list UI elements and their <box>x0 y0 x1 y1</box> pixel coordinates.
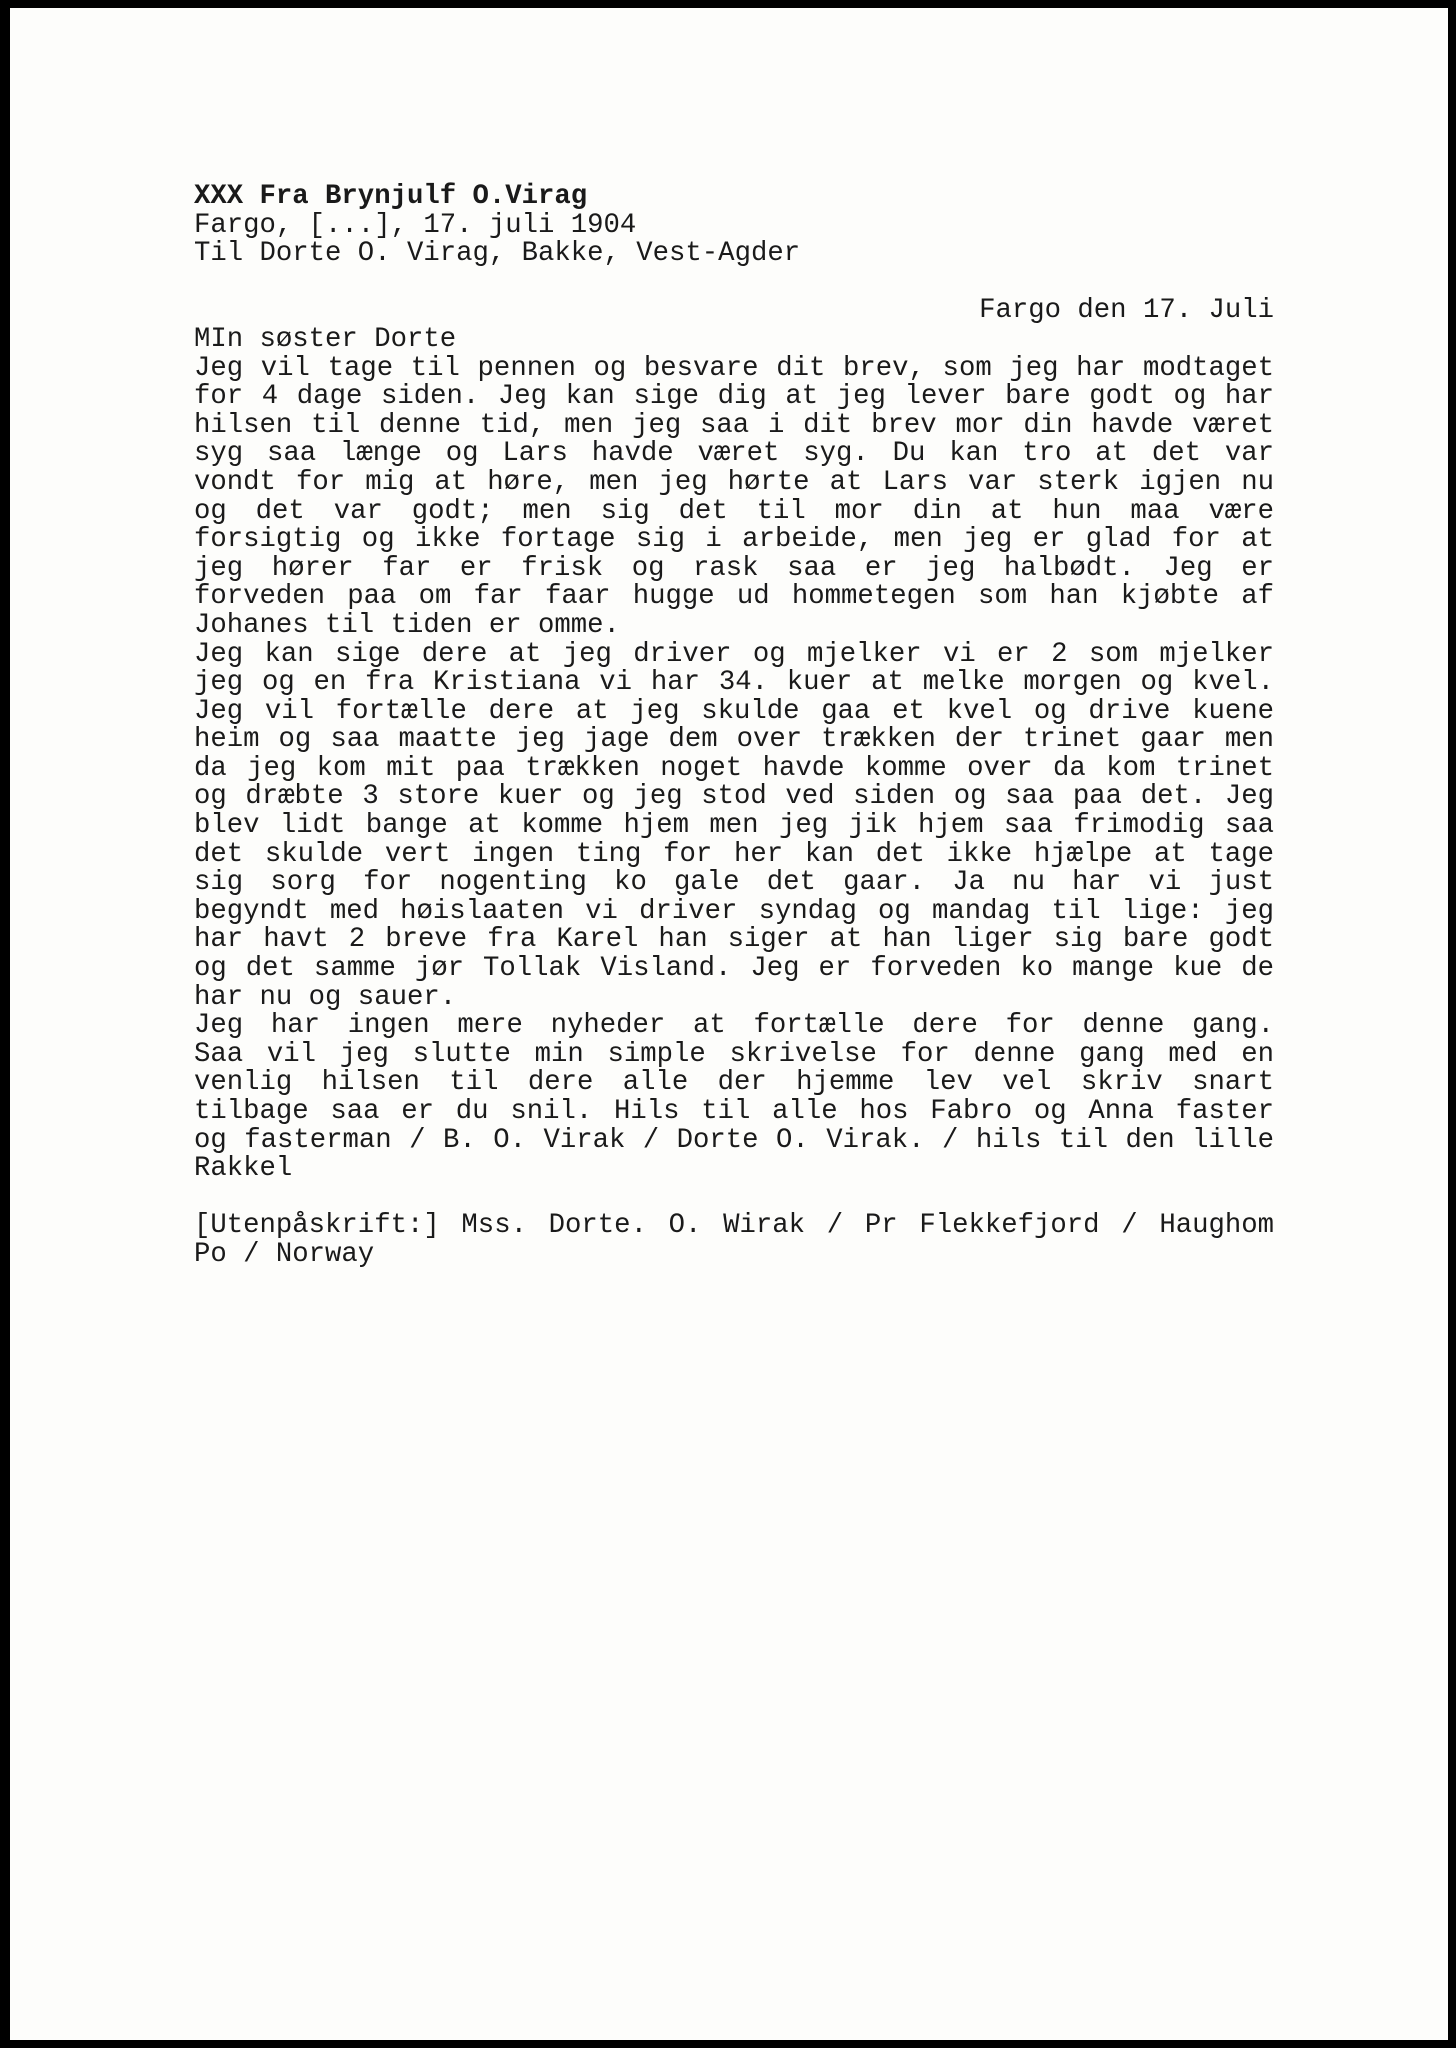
letter-line: Jeg vil tage til pennen og besvare dit brev, som jeg har modtaget <box>194 352 1274 384</box>
letter-line: Rakkel <box>194 1153 293 1185</box>
letter-line: Johanes til tiden er omme. <box>194 609 620 641</box>
dateline: Fargo den 17. Juli <box>979 295 1274 327</box>
letter-line: jeg og en fra Kristiana vi har 34. kuer at melke morgen og kvel. <box>194 667 1274 699</box>
letter-line: syg saa længe og Lars havde været syg. Du kan tro at det var <box>194 438 1274 470</box>
place-date: Fargo, [...], 17. juli 1904 <box>194 209 637 241</box>
letter-line: og det samme jør Tollak Visland. Jeg er forveden ko mange kue de <box>194 953 1274 985</box>
letter-line: og det var godt; men sig det til mor din at hun maa være <box>194 495 1274 527</box>
letter-line: sig sorg for nogenting ko gale det gaar. Ja nu har vi just <box>194 867 1274 899</box>
letter-line: vondt for mig at høre, men jeg hørte at Lars var sterk igjen nu <box>194 466 1274 498</box>
letter-line: det skulde vert ingen ting for her kan det ikke hjælpe at tage <box>194 838 1274 870</box>
letter-line: jeg hører far er frisk og rask saa er jeg halbødt. Jeg er <box>194 552 1274 584</box>
document-page <box>10 8 1448 2040</box>
spacer <box>194 1184 1274 1213</box>
letter-line: tilbage saa er du snil. Hils til alle hos Fabro og Anna faster <box>194 1096 1274 1127</box>
letter-line: Saa vil jeg slutte min simple skrivelse for denne gang med en <box>194 1038 1274 1070</box>
salutation: MIn søster Dorte <box>194 323 457 355</box>
letter-line: Jeg vil fortælle dere at jeg skulde gaa et kvel og drive kuene <box>194 695 1274 727</box>
letter-line: heim og saa maatte jeg jage dem over trækken der trinet gaar men <box>194 724 1274 756</box>
letter-line: Jeg har ingen mere nyheder at fortælle dere for denne gang. <box>194 1010 1274 1042</box>
address-line: [Utenpåskrift:] Mss. Dorte. O. Wirak / Pr Flekkefjord / Haughom <box>194 1210 1274 1242</box>
letter-line: for 4 dage siden. Jeg kan sige dig at jeg lever bare godt og har <box>194 381 1274 413</box>
letter-line: venlig hilsen til dere alle der hjemme lev vel skriv snart <box>194 1067 1274 1099</box>
letter-line: og fasterman / B. O. Virak / Dorte O. Virak. / hils til den lille <box>194 1124 1274 1156</box>
recipient: Til Dorte O. Virag, Bakke, Vest-Agder <box>194 238 801 270</box>
letter-line: og dræbte 3 store kuer og jeg stod ved siden og saa paa det. Jeg <box>194 781 1274 813</box>
letter-line: forveden paa om far faar hugge ud hommetegen som han kjøbte af <box>194 581 1274 613</box>
letter-line: forsigtig og ikke fortage sig i arbeide, men jeg er glad for at <box>194 524 1274 556</box>
address-line: Po / Norway <box>194 1238 375 1270</box>
letter-line: hilsen til denne tid, men jeg saa i dit brev mor din havde været <box>194 409 1274 441</box>
letter-line: begyndt med høislaaten vi driver syndag og mandag til lige: jeg <box>194 895 1274 927</box>
letter-line: har nu og sauer. <box>194 981 457 1013</box>
document-title: XXX Fra Brynjulf O.Virag <box>194 181 588 212</box>
letter-line: blev lidt bange at komme hjem men jeg jik hjem saa frimodig saa <box>194 810 1274 842</box>
spacer <box>194 269 1274 298</box>
letter-line: da jeg kom mit paa trækken noget havde komme over da kom trinet <box>194 752 1274 784</box>
letter-transcription <box>194 183 1274 1270</box>
letter-line: har havt 2 breve fra Karel han siger at han liger sig bare godt <box>194 924 1274 956</box>
letter-line: Jeg kan sige dere at jeg driver og mjelker vi er 2 som mjelker <box>194 638 1274 670</box>
